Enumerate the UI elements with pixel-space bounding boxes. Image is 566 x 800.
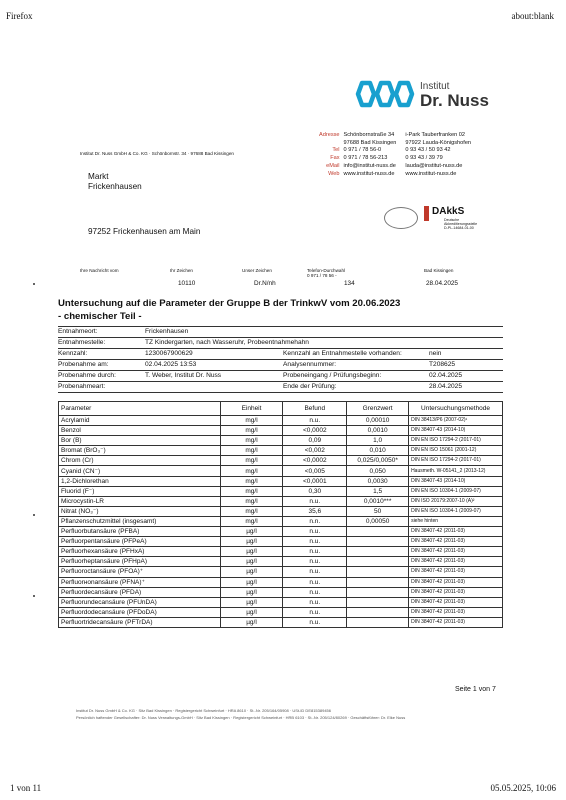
cell-befund: n.u. — [283, 587, 347, 597]
label-probenahme-durch: Probenahme durch: — [58, 372, 116, 379]
cell-grenzwert: 1,5 — [347, 486, 409, 496]
cell-parameter: Perfluorheptansäure (PFHpA) — [59, 557, 221, 567]
report-title: Untersuchung auf die Parameter der Gruppe B der TrinkwV vom 20.06.2023 — [58, 298, 401, 309]
cell-parameter: 1,2-Dichlorethan — [59, 476, 221, 486]
cell-einheit: mg/l — [220, 456, 283, 466]
cell-grenzwert — [347, 527, 409, 537]
label-kennzahl: Kennzahl: — [58, 350, 88, 357]
contact-row — [318, 147, 472, 155]
dakks-sub1: Deutsche — [444, 218, 460, 222]
cell-befund: n.u. — [283, 537, 347, 547]
page-number: Seite 1 von 7 — [455, 686, 496, 693]
cell-grenzwert: 50 — [347, 506, 409, 516]
cell-methode: DIN 38407-43 (2014-10) — [409, 426, 503, 436]
cell-grenzwert: 0,0010*** — [347, 496, 409, 506]
cell-einheit: µg/l — [220, 557, 283, 567]
contact-value-bad-kissingen: 0 971 / 78 56-0 — [343, 147, 382, 154]
cell-methode: DIN EN ISO 17294-2 (2017-01) — [409, 436, 503, 446]
cell-methode: DIN ISO 20179:2007-10 (A)² — [409, 496, 503, 506]
label-analysennummer: Analysennummer: — [283, 361, 337, 368]
cell-parameter: Perfluorpentansäure (PFPeA) — [59, 537, 221, 547]
cell-methode: DIN EN ISO 17294-2 (2017-01) — [409, 456, 503, 466]
cell-methode: DIN 38407-42 (2011-03) — [409, 527, 503, 537]
ref-label-our-sign: Unser Zeichen — [242, 268, 272, 273]
cell-befund: <0,002 — [283, 446, 347, 456]
ref-label-phone — [307, 268, 345, 278]
cell-methode: DIN EN ISO 10304-1 (2009-07) — [409, 486, 503, 496]
table-row — [59, 537, 503, 547]
ref-label-phone-1: Telefon-Durchwahl — [307, 268, 346, 273]
value-kennzahl-vorhanden: nein — [429, 350, 442, 357]
cell-grenzwert: 1,0 — [347, 436, 409, 446]
cell-befund: <0,0002 — [283, 426, 347, 436]
contact-row — [318, 140, 472, 148]
table-row — [59, 557, 503, 567]
cell-einheit: mg/l — [220, 416, 283, 426]
col-methode: Untersuchungsmethode — [409, 402, 503, 416]
cell-parameter: Benzol — [59, 426, 221, 436]
cell-methode: DIN 38407-42 (2011-03) — [409, 577, 503, 587]
cell-parameter: Perfluorhexansäure (PFHxA) — [59, 547, 221, 557]
label-kennzahl-vorhanden: Kennzahl an Entnahmestelle vorhanden: — [283, 350, 402, 357]
contact-value-bad-kissingen: 97688 Bad Kissingen — [343, 139, 397, 146]
recipient-line2: Frickenhausen — [88, 182, 142, 191]
margin-dot — [33, 514, 35, 516]
ref-label-message: Ihre Nachricht vom — [80, 268, 119, 273]
cell-befund: n.u. — [283, 577, 347, 587]
cell-einheit: µg/l — [220, 527, 283, 537]
cell-grenzwert — [347, 537, 409, 547]
cell-parameter: Cyanid (CN⁻) — [59, 466, 221, 476]
accreditation-seal-icon — [384, 207, 418, 229]
cell-parameter: Perfluorнonansäure (PFNA)⁺ — [59, 577, 221, 587]
browser-app-name: Firefox — [6, 11, 33, 21]
cell-befund: n.u. — [283, 496, 347, 506]
contact-label: Adresse — [319, 132, 340, 138]
cell-methode: DIN 38413/P6 (2007-02)¹ — [409, 416, 503, 426]
cell-befund: <0,005 — [283, 466, 347, 476]
sample-info — [58, 326, 503, 398]
recipient-address — [88, 172, 142, 192]
cell-befund: n.n. — [283, 516, 347, 526]
cell-parameter: Perfluorbutansäure (PFBA) — [59, 527, 221, 537]
logo-mark-icon — [352, 80, 418, 108]
cell-einheit: mg/l — [220, 476, 283, 486]
table-row — [59, 426, 503, 436]
cell-grenzwert — [347, 567, 409, 577]
margin-dot — [33, 595, 35, 597]
value-probenahme-durch: T. Weber, Institut Dr. Nuss — [145, 372, 222, 379]
table-row — [59, 496, 503, 506]
ref-label-your-sign: Ihr Zeichen — [170, 268, 193, 273]
margin-dot — [33, 283, 35, 285]
table-row — [59, 577, 503, 587]
cell-befund: <0,0001 — [283, 476, 347, 486]
contact-label — [318, 140, 343, 148]
dakks-sub2: Akkreditierungsstelle — [444, 222, 478, 226]
cell-einheit: mg/l — [220, 496, 283, 506]
cell-befund: n.u. — [283, 547, 347, 557]
contact-value-lauda: 97922 Lauda-Königshofen — [405, 139, 472, 146]
cell-parameter: Chrom (Cr) — [59, 456, 221, 466]
institute-logo — [352, 80, 502, 112]
table-row — [59, 607, 503, 617]
sender-line: Institut Dr. Nuss GmbH & Co. KG · Schönbornstr. 34 · 97688 Bad Kissingen — [80, 151, 234, 156]
report-subtitle: - chemischer Teil - — [58, 311, 142, 322]
contact-label: Fax — [330, 155, 340, 162]
cell-einheit: µg/l — [220, 547, 283, 557]
cell-befund: n.u. — [283, 567, 347, 577]
contact-label: eMail — [326, 162, 340, 169]
value-analysennummer: T208625 — [429, 361, 456, 368]
cell-befund: 35,6 — [283, 506, 347, 516]
cell-einheit: mg/l — [220, 446, 283, 456]
cell-grenzwert: 0,050 — [347, 466, 409, 476]
cell-einheit: µg/l — [220, 597, 283, 607]
cell-grenzwert — [347, 587, 409, 597]
table-row — [59, 446, 503, 456]
cell-grenzwert: 0,025/0,0050* — [347, 456, 409, 466]
cell-einheit: µg/l — [220, 537, 283, 547]
cell-befund: n.u. — [283, 607, 347, 617]
cell-grenzwert — [347, 607, 409, 617]
contact-value-lauda[interactable]: www.institut-nuss.de — [405, 170, 457, 177]
value-entnahmeort: Frickenhausen — [145, 328, 189, 335]
cell-methode: DIN 38407-42 (2011-03) — [409, 597, 503, 607]
results-table — [58, 401, 503, 628]
cell-methode: DIN 38407-42 (2011-03) — [409, 607, 503, 617]
contact-value-lauda: i-Park Tauberfranken 02 — [405, 132, 466, 138]
recipient-city: 97252 Frickenhausen am Main — [88, 227, 201, 236]
cell-befund: n.u. — [283, 617, 347, 627]
cell-einheit: µg/l — [220, 577, 283, 587]
cell-befund: n.u. — [283, 597, 347, 607]
cell-methode: DIN 38407-43 (2014-10) — [409, 476, 503, 486]
cell-methode: DIN 38407-42 (2011-03) — [409, 567, 503, 577]
cell-grenzwert — [347, 597, 409, 607]
cell-einheit: mg/l — [220, 486, 283, 496]
cell-einheit: mg/l — [220, 436, 283, 446]
table-row — [59, 436, 503, 446]
cell-methode: DIN 38407-42 (2011-03) — [409, 617, 503, 627]
table-row — [59, 597, 503, 607]
ref-your-sign: 10110 — [178, 280, 196, 287]
col-grenzwert: Grenzwert — [347, 402, 409, 416]
table-row — [59, 466, 503, 476]
cell-einheit: mg/l — [220, 426, 283, 436]
dakks-logo — [424, 205, 494, 231]
table-row — [59, 476, 503, 486]
contact-row — [318, 163, 472, 171]
contact-label: Web — [328, 170, 340, 177]
cell-grenzwert — [347, 577, 409, 587]
print-date: 05.05.2025, 10:06 — [490, 783, 556, 793]
value-probeneingang: 02.04.2025 — [429, 372, 463, 379]
cell-grenzwert — [347, 557, 409, 567]
ref-label-phone-2: 0 971 / 78 56 - — [307, 273, 337, 278]
value-entnahmestelle: TZ Kindergarten, nach Wasseruhr, Probeentnahmehahn — [145, 339, 309, 346]
cell-einheit: µg/l — [220, 617, 283, 627]
contact-value-lauda: 0 93 43 / 50 93 42 — [405, 147, 451, 154]
cell-methode: DIN 38407-42 (2011-03) — [409, 557, 503, 567]
contact-value-lauda: 0 93 43 / 39 79 — [405, 155, 443, 162]
cell-befund: n.u. — [283, 416, 347, 426]
contact-value-lauda[interactable]: lauda@institut-nuss.de — [405, 162, 463, 169]
table-row — [59, 456, 503, 466]
table-row — [59, 617, 503, 627]
recipient-line1: Markt — [88, 172, 109, 181]
browser-url[interactable]: about:blank — [511, 11, 554, 21]
cell-grenzwert — [347, 547, 409, 557]
label-probeneingang: Probeneingang / Prüfungsbeginn: — [283, 372, 382, 379]
cell-einheit: µg/l — [220, 567, 283, 577]
table-row — [59, 506, 503, 516]
cell-einheit: mg/l — [220, 516, 283, 526]
cell-befund: 0,30 — [283, 486, 347, 496]
contact-row — [318, 171, 472, 179]
table-row — [59, 547, 503, 557]
value-probenahme-am: 02.04.2025 13:53 — [145, 361, 197, 368]
contact-row — [318, 132, 472, 140]
contact-value-bad-kissingen[interactable]: www.institut-nuss.de — [343, 170, 395, 177]
logo-small-text: Institut — [420, 81, 450, 92]
cell-methode: DIN 38407-42 (2011-03) — [409, 547, 503, 557]
cell-methode: DIN EN ISO 15061 (2001-12) — [409, 446, 503, 456]
dakks-mark-icon — [424, 206, 429, 221]
table-header-row — [59, 402, 503, 416]
cell-grenzwert: 0,00010 — [347, 416, 409, 426]
cell-parameter: Bromat (BrO₃⁻) — [59, 446, 221, 456]
contact-value-bad-kissingen: Schönbornstraße 34 — [343, 132, 395, 138]
cell-einheit: mg/l — [220, 506, 283, 516]
cell-methode: DIN 38407-42 (2011-03) — [409, 537, 503, 547]
cell-methode: DIN 38407-42 (2011-03) — [409, 587, 503, 597]
cell-parameter: Perfluoroctansäure (PFOA)⁺ — [59, 567, 221, 577]
cell-einheit: mg/l — [220, 466, 283, 476]
ref-date: 28.04.2025 — [426, 280, 458, 287]
cell-einheit: µg/l — [220, 587, 283, 597]
cell-einheit: µg/l — [220, 607, 283, 617]
cell-methode: siehe hinten — [409, 516, 503, 526]
table-row — [59, 516, 503, 526]
table-row — [59, 486, 503, 496]
cell-befund: n.u. — [283, 527, 347, 537]
label-entnahmeort: Entnahmeort: — [58, 328, 98, 335]
cell-grenzwert: 0,010 — [347, 446, 409, 456]
table-row — [59, 416, 503, 426]
label-ende-pruefung: Ende der Prüfung: — [283, 383, 337, 390]
cell-parameter: Perfluordodecansäure (PFDoDA) — [59, 607, 221, 617]
table-row — [59, 527, 503, 537]
cell-parameter: Perfluordecansäure (PFDA) — [59, 587, 221, 597]
cell-methode: DIN EN ISO 10304-1 (2009-07) — [409, 506, 503, 516]
cell-parameter: Bor (B) — [59, 436, 221, 446]
contact-value-bad-kissingen[interactable]: info@institut-nuss.de — [343, 162, 396, 169]
footer-line2: Persönlich haftender Gesellschafter: Dr. Nuss Verwaltungs-GmbH · Sitz Bad Kissingen · Registergericht Schweinfurt · HRB 6103 · St.-Nr. 205/124/80269 · Geschäftsführer: Dr. Elke Nuss — [76, 715, 406, 720]
print-page-counter: 1 von 11 — [10, 783, 42, 793]
contact-value-bad-kissingen: 0 971 / 78 56-213 — [343, 155, 388, 162]
cell-methode: Hausmeth. W-05141_2 (2013-12) — [409, 466, 503, 476]
ref-label-city: Bad Kissingen — [424, 268, 454, 273]
dakks-text: DAkkS — [432, 206, 465, 217]
cell-parameter: Acrylamid — [59, 416, 221, 426]
cell-grenzwert: 0,0010 — [347, 426, 409, 436]
label-probenahme-am: Probenahme am: — [58, 361, 109, 368]
table-row — [59, 567, 503, 577]
cell-grenzwert: 0,0030 — [347, 476, 409, 486]
ref-our-sign: Dr.N/nh — [254, 280, 276, 287]
cell-grenzwert — [347, 617, 409, 627]
cell-befund: n.u. — [283, 557, 347, 567]
dakks-sub3: D-PL-14684-01-00 — [444, 226, 474, 230]
cell-parameter: Fluorid (F⁻) — [59, 486, 221, 496]
label-probenahmeart: Probenahmeart: — [58, 383, 106, 390]
cell-parameter: Perfluortridecansäure (PFTrDA) — [59, 617, 221, 627]
label-entnahmestelle: Entnahmestelle: — [58, 339, 106, 346]
ref-phone: 134 — [344, 280, 355, 287]
value-ende-pruefung: 28.04.2025 — [429, 383, 463, 390]
col-befund: Befund — [283, 402, 347, 416]
cell-grenzwert: 0,00050 — [347, 516, 409, 526]
contact-row — [318, 155, 472, 163]
contact-label: Tel — [332, 147, 340, 154]
col-parameter: Parameter — [59, 402, 221, 416]
cell-parameter: Pflanzenschutzmittel (insgesamt) — [59, 516, 221, 526]
cell-parameter: Microcystin-LR — [59, 496, 221, 506]
cell-parameter: Perfluorundecansäure (PFUnDA) — [59, 597, 221, 607]
cell-parameter: Nitrat (NO₃⁻) — [59, 506, 221, 516]
cell-befund: 0,09 — [283, 436, 347, 446]
table-row — [59, 587, 503, 597]
logo-big-text: Dr. Nuss — [420, 91, 489, 110]
cell-befund: <0,0002 — [283, 456, 347, 466]
footer-line1: Institut Dr. Nuss GmbH & Co. KG · Sitz Bad Kissingen · Registergericht Schweinfurt · HRA 8610 · St.-Nr. 205/164/05908 · USt-ID DE815389456 — [76, 708, 332, 713]
value-kennzahl: 1230067900629 — [145, 350, 193, 357]
col-einheit: Einheit — [220, 402, 283, 416]
contact-block — [318, 132, 472, 178]
